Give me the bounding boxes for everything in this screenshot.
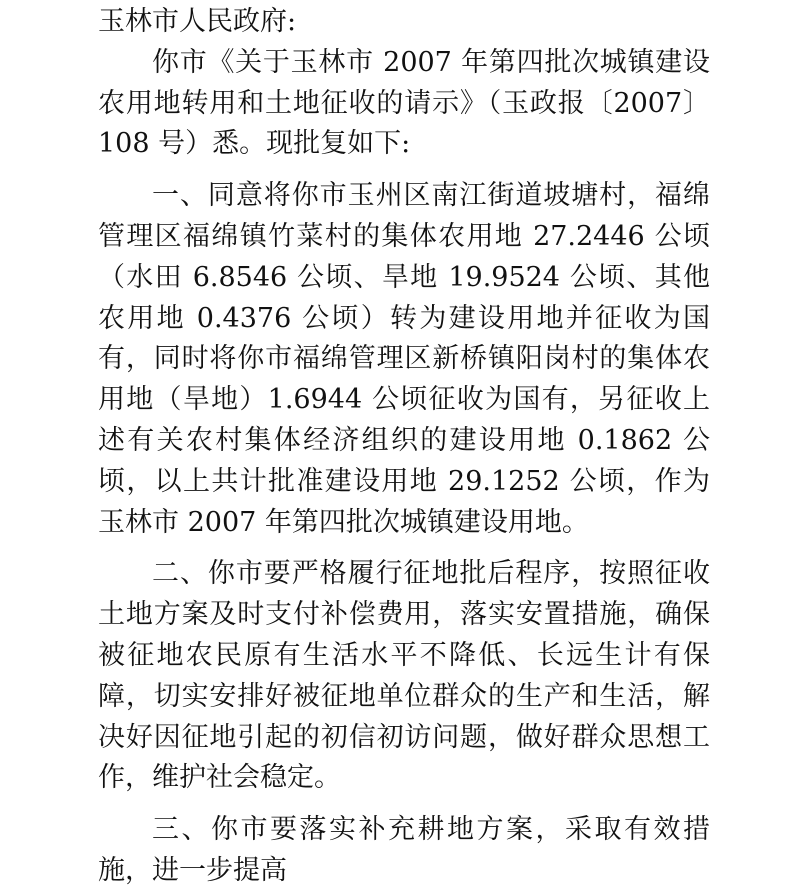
paragraph-item-3: 三、你市要落实补充耕地方案，采取有效措施，进一步提高 <box>98 814 710 886</box>
salutation: 玉林市人民政府: <box>98 6 297 37</box>
document-body <box>98 2 710 892</box>
paragraph-item-2: 二、你市要严格履行征地批后程序，按照征收土地方案及时支付补偿费用，落实安置措施，确保被征地农民原有生活水平不降低、长远生计有保障，切实安排好被征地单位群众的生产和生活，解决好因征地引起的初信初访问题，做好群众思想工作，维护社会稳定。 <box>98 558 710 794</box>
paragraph-intro: 你市《关于玉林市 2007 年第四批次城镇建设农用地转用和土地征收的请示》（玉政报〔2007〕108 号）悉。现批复如下: <box>98 46 710 160</box>
paragraph-item-1: 一、同意将你市玉州区南江街道坡塘村，福绵管理区福绵镇竹菜村的集体农用地 27.2446 公顷（水田 6.8546 公顷、旱地 19.9524 公顷、其他农用地 0.4376 公顷）转为建设用地并征收为国有，同时将你市福绵管理区新桥镇阳岗村的集体农用地（旱地）1.6944 公顷征收为国有，另征收上述有关农村集体经济组织的建设用地 0.1862 公顷，以上共计批准建设用地 29.1252 公顷，作为玉林市 2007 年第四批次城镇建设用地。 <box>98 180 710 538</box>
